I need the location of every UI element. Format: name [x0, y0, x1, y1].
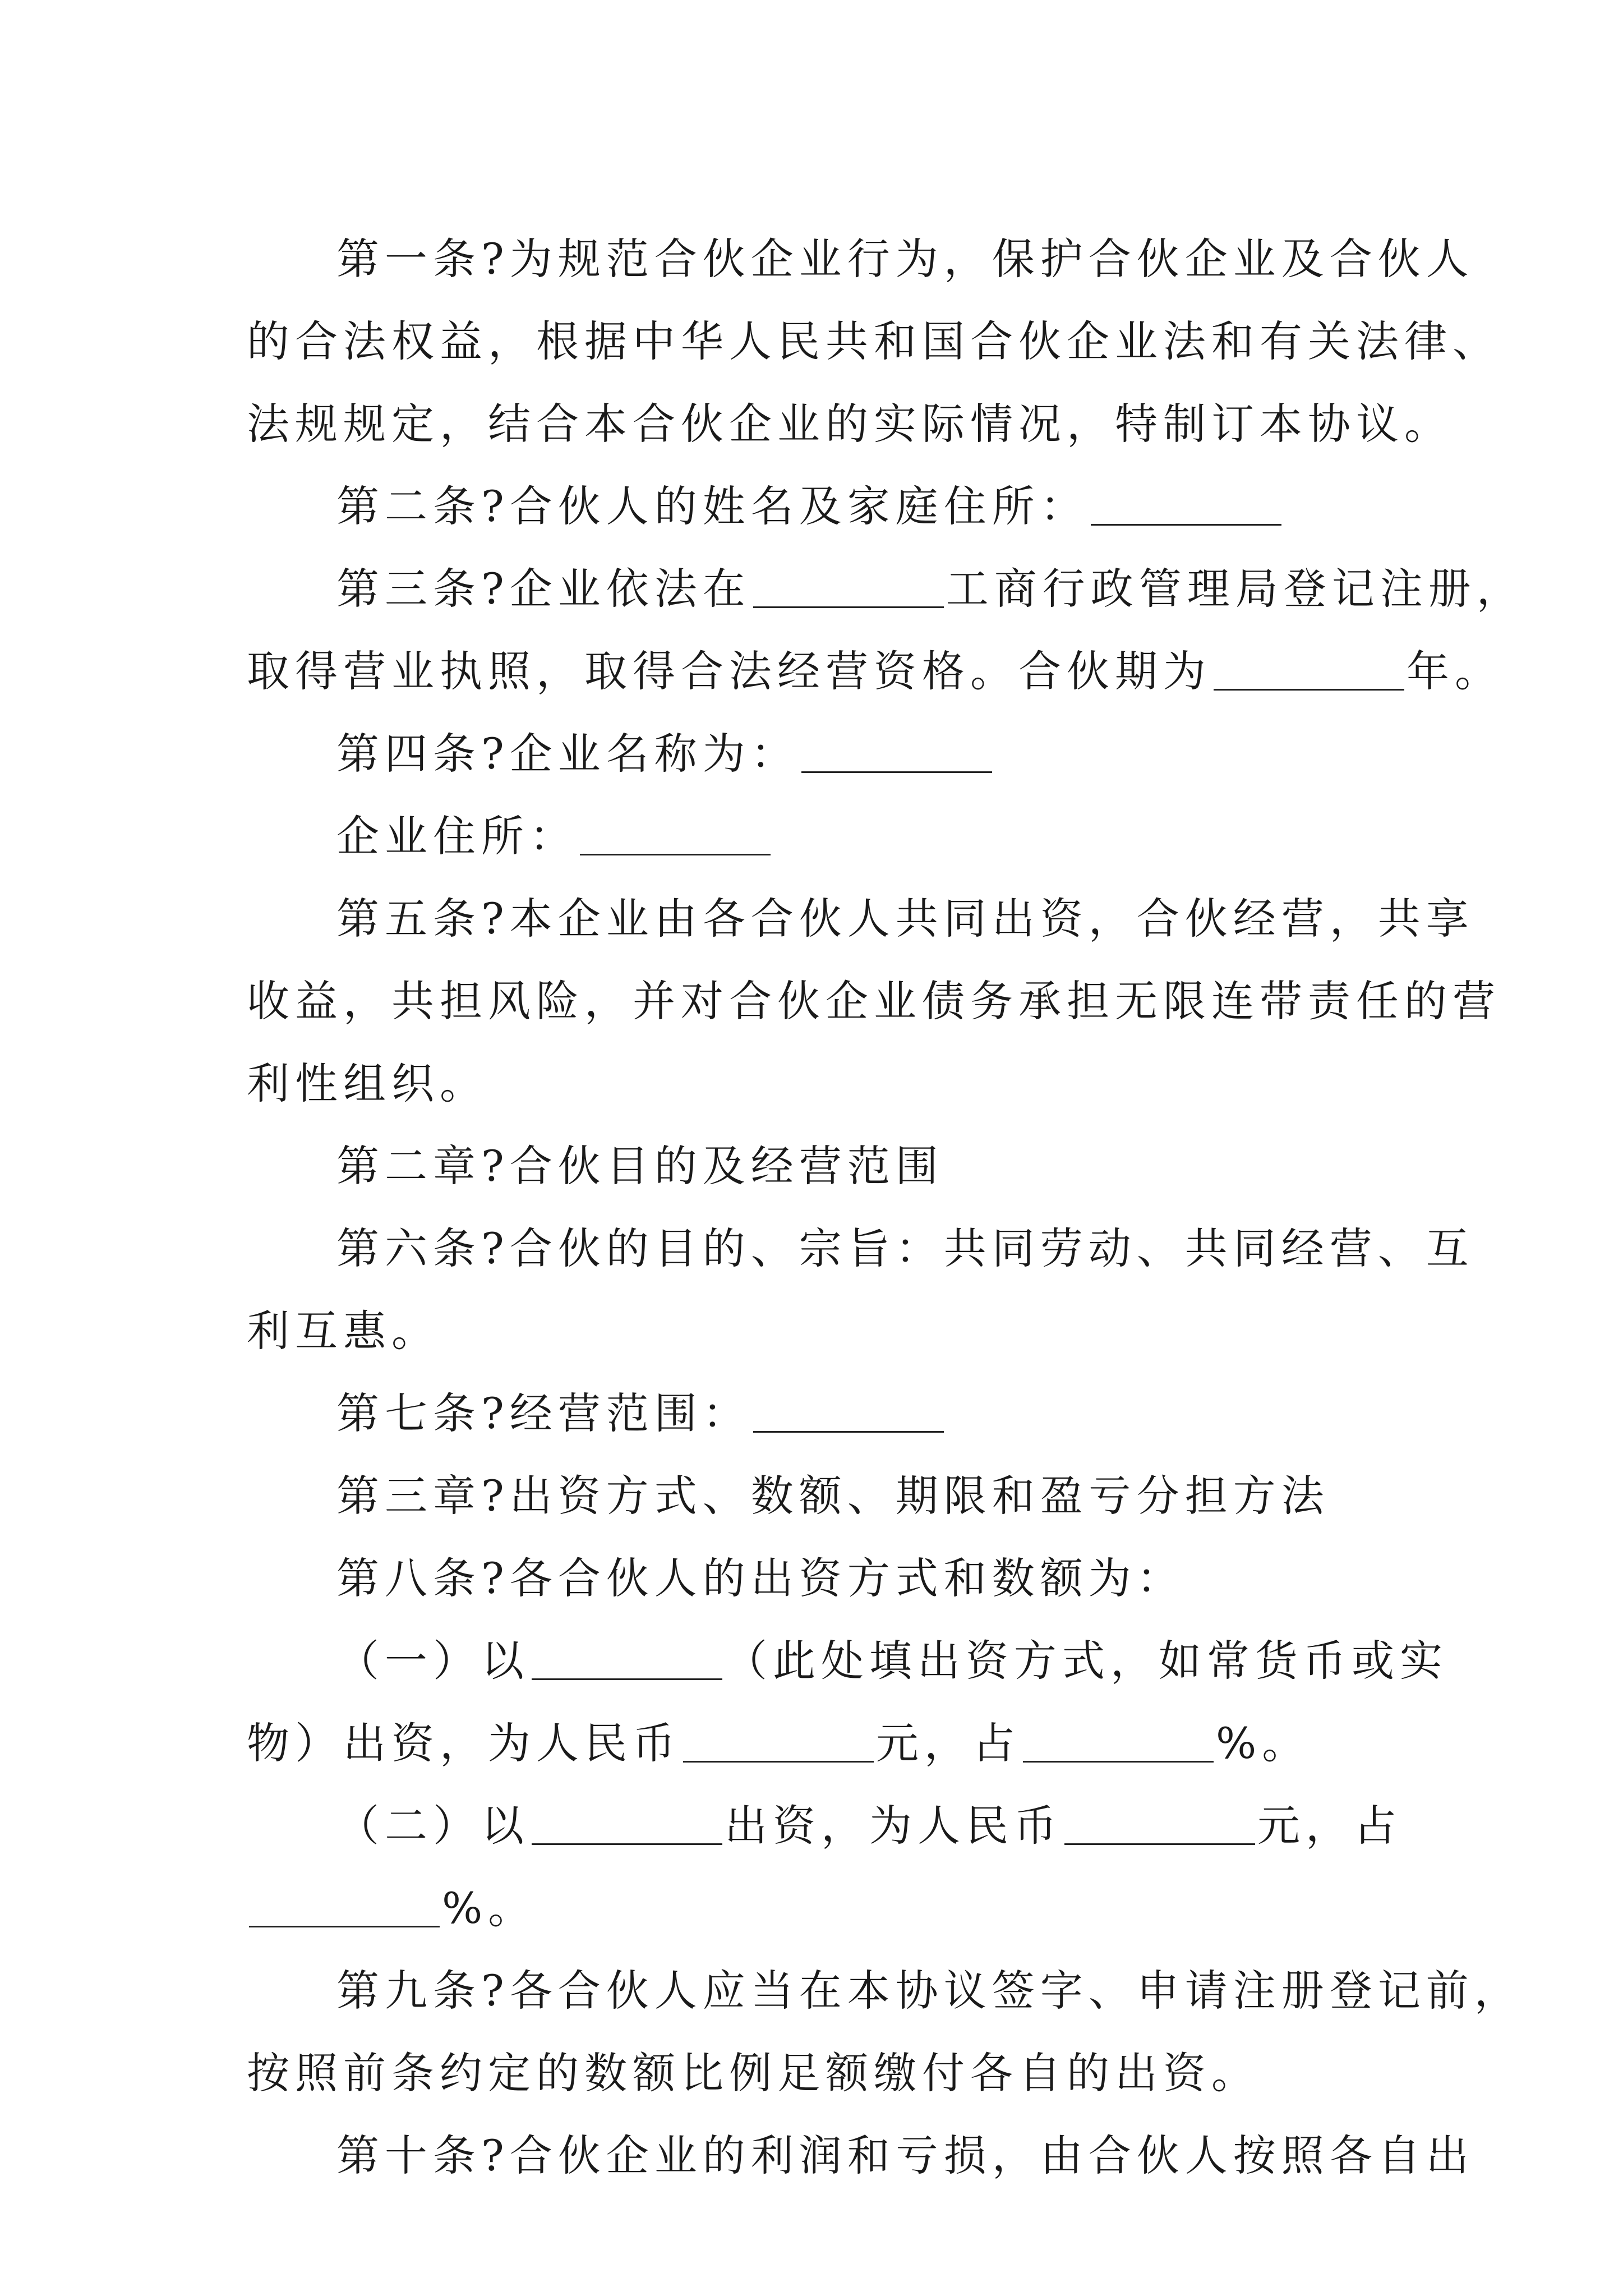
item-2-line-1	[247, 1784, 1402, 1867]
article-10-line-1	[247, 2114, 1474, 2197]
text: 法规规定，结合本合伙企业的实际情况，特制订本协议。	[247, 399, 1453, 449]
document-body	[247, 218, 1525, 2197]
article-4-line	[247, 712, 1380, 795]
text: （一）以	[336, 1636, 529, 1686]
article-5-line-1	[247, 877, 1474, 960]
text: 元，占	[876, 1718, 1021, 1768]
fill-blank[interactable]	[1023, 1718, 1214, 1763]
text: 第五条?本企业由各合伙人共同出资，合伙经营，共享	[336, 894, 1474, 944]
article-3-line-1	[247, 547, 1525, 630]
article-9-line-1	[247, 1949, 1523, 2032]
chapter-2-heading	[247, 1125, 1380, 1207]
text: 第二条?合伙人的姓名及家庭住所：	[336, 481, 1089, 531]
article-1-line-1	[247, 218, 1474, 300]
text: 第七条?经营范围：	[336, 1388, 751, 1438]
fill-blank[interactable]	[532, 1636, 722, 1680]
fill-blank[interactable]	[1064, 1801, 1255, 1845]
text: 第十条?合伙企业的利润和亏损，由合伙人按照各自出	[336, 2131, 1474, 2180]
text: 元，占	[1257, 1801, 1402, 1851]
fill-blank[interactable]	[1091, 481, 1281, 526]
text: 收益，共担风险，并对合伙企业债务承担无限连带责任的营	[247, 976, 1501, 1026]
text: 第八条?各合伙人的出资方式和数额为：	[336, 1553, 1185, 1603]
fill-blank[interactable]	[249, 1883, 440, 1927]
text: 物）出资，为人民币	[247, 1718, 681, 1768]
text: 第二章?合伙目的及经营范围	[336, 1141, 944, 1191]
text: 第四条?企业名称为：	[336, 729, 799, 779]
article-2-line	[247, 465, 1380, 547]
text: 取得营业执照，取得合法经营资格。合伙期为	[247, 646, 1211, 696]
text: （此处填出资方式，如常货币或实	[725, 1636, 1448, 1686]
text: 按照前条约定的数额比例足额缴付各自的出资。	[247, 2048, 1260, 2098]
fill-blank[interactable]	[753, 564, 944, 608]
article-3-line-2	[247, 630, 1503, 712]
article-5-line-2	[247, 960, 1501, 1042]
article-8-line	[247, 1537, 1380, 1619]
text: 工商行政管理局登记注册，	[946, 564, 1525, 614]
text: %。	[1216, 1718, 1311, 1768]
article-6-line-1	[247, 1207, 1474, 1290]
fill-blank[interactable]	[532, 1801, 722, 1845]
text: 出资，为人民币	[725, 1801, 1062, 1851]
item-1-line-1	[247, 1619, 1448, 1702]
article-7-line	[247, 1372, 1380, 1455]
text: 第三条?企业依法在	[336, 564, 751, 614]
text: 的合法权益，根据中华人民共和国合伙企业法和有关法律、	[247, 316, 1501, 366]
text: 利互惠。	[247, 1306, 440, 1356]
text: 企业住所：	[336, 811, 578, 861]
article-9-line-2	[247, 2032, 1380, 2114]
text: 第九条?各合伙人应当在本协议签字、申请注册登记前，	[336, 1966, 1523, 2016]
text: %。	[442, 1883, 537, 1933]
fill-blank[interactable]	[801, 729, 992, 773]
text: 利性组织。	[247, 1059, 488, 1108]
text: 第三章?出资方式、数额、期限和盈亏分担方法	[336, 1471, 1330, 1521]
text: 年。	[1407, 646, 1503, 696]
item-1-line-2	[247, 1702, 1380, 1784]
address-line	[247, 795, 1380, 877]
article-1-line-2	[247, 300, 1501, 383]
chapter-3-heading	[247, 1455, 1380, 1537]
text: （二）以	[336, 1801, 529, 1851]
text: 第一条?为规范合伙企业行为，保护合伙企业及合伙人	[336, 234, 1474, 284]
item-2-line-2	[247, 1867, 1380, 1949]
article-6-line-2	[247, 1290, 1380, 1372]
fill-blank[interactable]	[683, 1718, 874, 1763]
fill-blank[interactable]	[580, 811, 771, 855]
article-1-line-3	[247, 383, 1453, 465]
fill-blank[interactable]	[1214, 646, 1404, 691]
text: 第六条?合伙的目的、宗旨：共同劳动、共同经营、互	[336, 1223, 1474, 1273]
article-5-line-3	[247, 1042, 1380, 1125]
fill-blank[interactable]	[753, 1388, 944, 1433]
